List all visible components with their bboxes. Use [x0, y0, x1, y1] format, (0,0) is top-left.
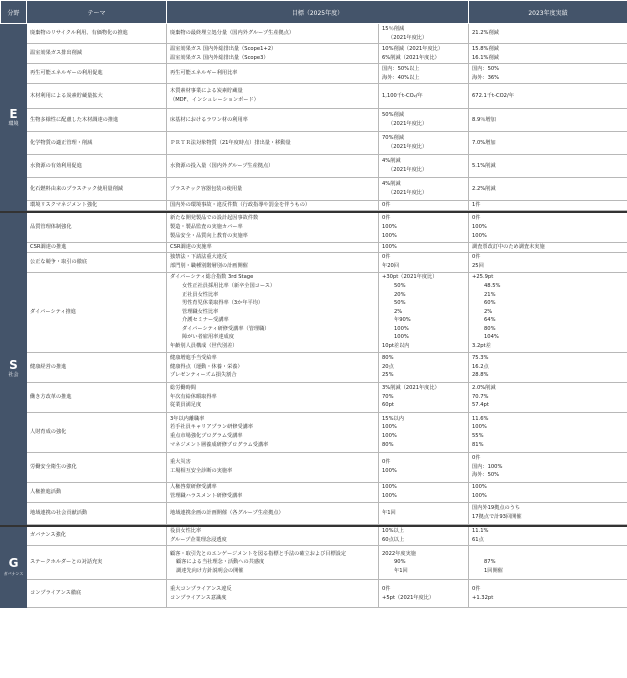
indicator-cell: 3年以内離職率 若手社員キャリアプラン研修受講率 重点市場強化プログラム受講率 マネジメント層養成研修プログラム受講率 — [167, 412, 379, 452]
target-cell: 2022年度実施 90% 年1回 — [379, 546, 469, 580]
indicator-cell: プラスチック容器包装の使用量 — [167, 178, 379, 201]
result-cell: 0件 国内：100% 海外：50% — [469, 452, 627, 482]
target-cell: 80% 20点 25% — [379, 352, 469, 382]
indicator-cell: 水資源の投入量（国内外グループ生産拠点） — [167, 155, 379, 178]
theme-cell: 生物多様性に配慮した木材調達の推進 — [27, 109, 167, 132]
table-row — [1, 482, 627, 502]
theme-cell: 化学物質の適正管理・削減 — [27, 132, 167, 155]
theme-cell: 労働安全衛生の強化 — [27, 452, 167, 482]
header-result: 2023年度実績 — [469, 1, 627, 24]
theme-cell: 温室効果ガス排出削減 — [27, 44, 167, 64]
indicator-cell: 重大災害 工場相互安全診断の実施率 — [167, 452, 379, 482]
indicator-cell: CSR調達の実施率 — [167, 242, 379, 252]
indicator-cell: ＰＲＴＲ法対象物質（21年度時点）排出量・移動量 — [167, 132, 379, 155]
indicator-cell: ダイバーシティ総合指数 3rd Stage 女性正社員採用比率（新卒全国コース） 正社員女性比率 男性育児休業取得率（3か年平均） 管理職女性比率 介護セミナー受講率 ダイバーシティ研修受講率（管理職） 障がい者雇用率達成度 年齢別人員構成（世代別差） — [167, 272, 379, 352]
target-cell: 0件 +5pt（2021年度比） — [379, 580, 469, 608]
theme-cell: 人権推進活動 — [27, 482, 167, 502]
table-row — [1, 526, 627, 546]
target-cell: 年1回 — [379, 502, 469, 524]
theme-cell: 水資源の有効利用促進 — [27, 155, 167, 178]
table-row — [1, 502, 627, 524]
table-row — [1, 252, 627, 272]
target-cell: 4%削減 （2021年度比） — [379, 155, 469, 178]
theme-cell: コンプライアンス徹底 — [27, 580, 167, 608]
theme-cell: ステークホルダーとの対話充実 — [27, 546, 167, 580]
target-cell: 15%以内 100% 100% 80% — [379, 412, 469, 452]
result-cell: 0件 100% 100% — [469, 212, 627, 242]
theme-cell: 働き方改革の推進 — [27, 382, 167, 412]
table-row — [1, 452, 627, 482]
indicator-cell: 再生可能エネルギー利用比率 — [167, 64, 379, 84]
target-cell: 10%以上 60点以上 — [379, 526, 469, 546]
result-cell: 5.1%削減 — [469, 155, 627, 178]
result-cell: 11.6% 100% 55% 81% — [469, 412, 627, 452]
theme-cell: 人財育成の強化 — [27, 412, 167, 452]
target-cell: 15％削減 （2021年度比） — [379, 24, 469, 44]
indicator-cell: 独禁法・下請法重大違反 部門別・職種別階層別の計画開催 — [167, 252, 379, 272]
table-row — [1, 84, 627, 109]
header-theme: テーマ — [27, 1, 167, 24]
table-row — [1, 352, 627, 382]
target-cell: 70%削減 （2021年度比） — [379, 132, 469, 155]
category-governance: G ガバナンス — [1, 526, 27, 608]
target-cell: 0件 100% 100% — [379, 212, 469, 242]
target-cell: 100% 100% — [379, 482, 469, 502]
theme-cell: 地域連携の社会貢献活動 — [27, 502, 167, 524]
target-cell: 0件 100% — [379, 452, 469, 482]
target-cell: 4%削減 （2021年度比） — [379, 178, 469, 201]
result-cell: 87% 1回開催 — [469, 546, 627, 580]
result-cell: 国内外19拠点のうち 17拠点で計93回開催 — [469, 502, 627, 524]
result-cell: 2.2%削減 — [469, 178, 627, 201]
table-row — [1, 132, 627, 155]
table-row — [1, 242, 627, 252]
result-cell: 国内：50% 海外：36% — [469, 64, 627, 84]
result-cell: 8.9％増加 — [469, 109, 627, 132]
indicator-cell: 地域連携企画の計画開催（各グループ生産拠点） — [167, 502, 379, 524]
indicator-cell: 新たな開発製品での設計起因事故件数 製造・製品監査の実施カバー率 製品安全・品質向上教育の実施率 — [167, 212, 379, 242]
indicator-cell: 顧客・取引先とのエンゲージメントを図る指標と手法の確立および目標設定 顧客による当社理念・活動への共感度 調達先向け方針説明会の開催 — [167, 546, 379, 580]
result-cell: 1件 — [469, 201, 627, 211]
result-cell: 21.2%削減 — [469, 24, 627, 44]
indicator-cell: 廃棄物の最終埋立処分量（国内外グループ生産拠点） — [167, 24, 379, 44]
theme-cell: 公正な競争・取引の徹底 — [27, 252, 167, 272]
indicator-cell: 健康増進手当受給率 健康得点（運動・休養・栄養） プレゼンティーズム損失割合 — [167, 352, 379, 382]
target-cell: 10%削減（2021年度比） 6%削減（2021年度比） — [379, 44, 469, 64]
indicator-cell: 総労働時間 年次有給休暇取得率 従業員満足度 — [167, 382, 379, 412]
result-cell: 0件 25回 — [469, 252, 627, 272]
table-row — [1, 109, 627, 132]
indicator-cell: 人権啓蒙研修受講率 管理職ハラスメント研修受講率 — [167, 482, 379, 502]
table-row — [1, 412, 627, 452]
theme-cell: 木材利用による炭素貯蔵量拡大 — [27, 84, 167, 109]
target-cell: 100% — [379, 242, 469, 252]
header-row — [1, 1, 627, 24]
table-row — [1, 580, 627, 608]
indicator-cell: 木質素材事業による炭素貯蔵量 （MDF、インシュレーションボード） — [167, 84, 379, 109]
theme-cell: 化石燃料由来のプラスチック使用量削減 — [27, 178, 167, 201]
theme-cell: ガバナンス強化 — [27, 526, 167, 546]
result-cell: 調査票改訂中のため調査未実施 — [469, 242, 627, 252]
result-cell: 11.1% 61点 — [469, 526, 627, 546]
table-row — [1, 24, 627, 44]
theme-cell: 環境リスクマネジメント強化 — [27, 201, 167, 211]
target-cell: 3%削減（2021年度比） 70% 60pt — [379, 382, 469, 412]
indicator-cell: 役員女性比率 グループ企業理念浸透度 — [167, 526, 379, 546]
table-row — [1, 64, 627, 84]
table-row — [1, 272, 627, 352]
result-cell: 2.0%削減 70.7% 57.4pt — [469, 382, 627, 412]
table-row — [1, 212, 627, 242]
table-row — [1, 178, 627, 201]
target-cell: 国内：50%以上 海外：40%以上 — [379, 64, 469, 84]
category-social: S 社会 — [1, 212, 27, 526]
result-cell: 15.8%削減 16.1%削減 — [469, 44, 627, 64]
result-cell: 75.3% 16.2点 28.8% — [469, 352, 627, 382]
header-target: 目標（2025年度） — [167, 1, 469, 24]
table-row — [1, 155, 627, 178]
theme-cell: 再生可能エネルギーの利用促進 — [27, 64, 167, 84]
indicator-cell: 重大コンプライアンス違反 コンプライアンス意識度 — [167, 580, 379, 608]
target-cell: 1,100千t-CO₂/年 — [379, 84, 469, 109]
indicator-cell: 温室効果ガス 国内外総排出量（Scope1+2） 温室効果ガス 国内外総排出量（Scope3） — [167, 44, 379, 64]
target-cell: +30pt（2021年度比） 50% 20% 50% 2% 年90% 100% 100% 10pt差以内 — [379, 272, 469, 352]
header-category: 分野 — [1, 1, 27, 24]
target-cell: 50%削減 （2021年度比） — [379, 109, 469, 132]
table-row — [1, 44, 627, 64]
result-cell: 0件 +1.32pt — [469, 580, 627, 608]
target-cell: 0件 年20回 — [379, 252, 469, 272]
category-environment: E 環境 — [1, 24, 27, 213]
table-row — [1, 546, 627, 580]
table-row — [1, 382, 627, 412]
result-cell: 672.1千t-CO2/年 — [469, 84, 627, 109]
result-cell: +25.9pt 48.5% 21% 60% 2% 64% 80% 104% 3.2pt差 — [469, 272, 627, 352]
result-cell: 100% 100% — [469, 482, 627, 502]
result-cell: 7.0%増加 — [469, 132, 627, 155]
indicator-cell: 床基材におけるラワン材の利用率 — [167, 109, 379, 132]
indicator-cell: 国内外の環境事故・違反件数（行政指導や罰金を伴うもの） — [167, 201, 379, 211]
theme-cell: CSR調達の推進 — [27, 242, 167, 252]
theme-cell: 廃棄物のリサイクル利用、有価物化の推進 — [27, 24, 167, 44]
target-cell: 0件 — [379, 201, 469, 211]
theme-cell: 品質管理体制強化 — [27, 212, 167, 242]
theme-cell: ダイバーシティ推進 — [27, 272, 167, 352]
theme-cell: 健康経営の推進 — [27, 352, 167, 382]
table-row — [1, 201, 627, 211]
